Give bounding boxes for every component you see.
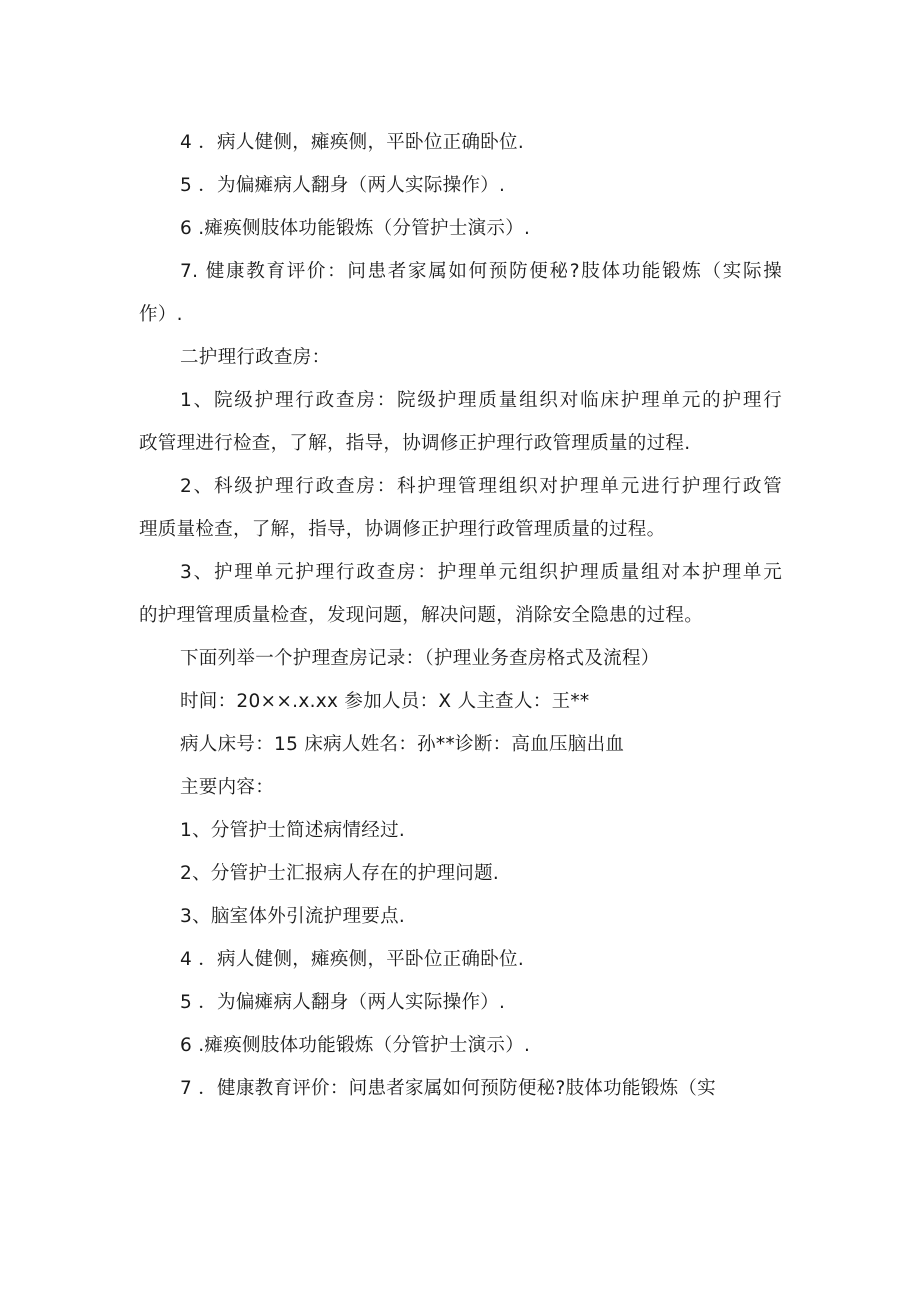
text-line-16: 主要内容： xyxy=(180,777,275,798)
text-line-21: 5 ．为偏瘫病人翻身（两人实际操作）. xyxy=(180,992,506,1013)
text-line-15: 病人床号：15 床病人姓名：孙**诊断：高血压脑出血 xyxy=(180,734,625,755)
text-line-10: 理质量检查，了解，指导，协调修正护理行政管理质量的过程。 xyxy=(139,519,666,540)
text-line-8: 政管理进行检查，了解，指导，协调修正护理行政管理质量的过程. xyxy=(139,433,691,454)
text-line-14: 时间：20××.x.xx 参加人员：X 人主查人：王** xyxy=(180,691,590,712)
text-line-23: 7 ．健康教育评价：问患者家属如何预防便秘?肢体功能锻炼（实 xyxy=(180,1078,716,1099)
text-line-11: 3、护理单元护理行政查房：护理单元组织护理质量组对本护理单元 xyxy=(180,562,782,583)
text-line-12: 的护理管理质量检查，发现问题，解决问题，消除安全隐患的过程。 xyxy=(139,605,704,626)
text-line-3: 6 .瘫痪侧肢体功能锻炼（分管护士演示）. xyxy=(180,218,531,239)
text-line-20: 4 ．病人健侧，瘫痪侧，平卧位正确卧位. xyxy=(180,949,525,970)
text-line-19: 3、脑室体外引流护理要点. xyxy=(180,906,406,927)
text-line-4: 7. 健康教育评价：问患者家属如何预防便秘?肢体功能锻炼（实际操 xyxy=(180,261,782,282)
text-line-2: 5 ．为偏瘫病人翻身（两人实际操作）. xyxy=(180,175,506,196)
text-line-7: 1、院级护理行政查房：院级护理质量组织对临床护理单元的护理行 xyxy=(180,390,782,411)
text-line-17: 1、分管护士简述病情经过. xyxy=(180,820,406,841)
text-line-22: 6 .瘫痪侧肢体功能锻炼（分管护士演示）. xyxy=(180,1035,531,1056)
text-line-18: 2、分管护士汇报病人存在的护理问题. xyxy=(180,863,500,884)
text-line-9: 2、科级护理行政查房：科护理管理组织对护理单元进行护理行政管 xyxy=(180,476,782,497)
text-line-1: 4 ．病人健侧，瘫痪侧，平卧位正确卧位. xyxy=(180,132,525,153)
text-line-5: 作）. xyxy=(139,304,183,325)
text-line-13: 下面列举一个护理查房记录：（护理业务查房格式及流程） xyxy=(180,648,660,669)
section-heading: 二护理行政查房： xyxy=(180,347,331,368)
